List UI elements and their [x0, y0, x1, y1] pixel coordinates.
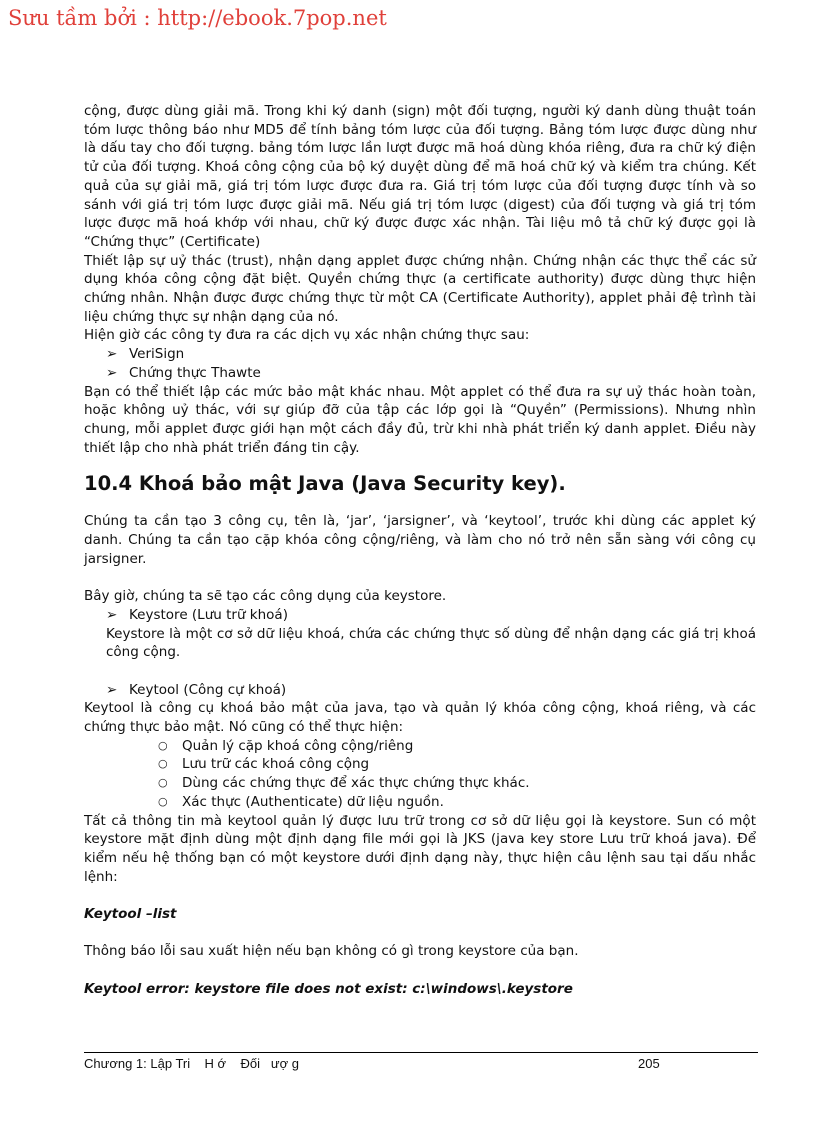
paragraph-keystore-desc: Keystore là một cơ sở dữ liệu khoá, chứa các chứng thực số dùng để nhận dạng các giá trị khoá công cộng.: [106, 625, 756, 661]
list-item: ➢ VeriSign: [106, 346, 185, 363]
list-item: ➢ Keytool (Công cự khoá): [106, 681, 287, 698]
command-example: Keytool –list: [84, 906, 177, 923]
circle-bullet-icon: ○: [158, 776, 168, 790]
document-body: [84, 102, 756, 999]
arrow-bullet-icon: ➢: [106, 346, 118, 363]
section-heading: 10.4 Khoá bảo mật Java (Java Security key).: [84, 472, 566, 496]
footer-divider: [84, 1052, 758, 1053]
arrow-bullet-icon: ➢: [106, 681, 118, 698]
paragraph-tools: Chúng ta cần tạo 3 công cụ, tên là, ‘jar’, ‘jarsigner’, và ‘keytool’, trước khi dùng các applet ký danh. Chúng ta cần tạo cặp khóa công cộng/riêng, và làm cho nó trở nên sẵn sàng với công cụ jarsigner.: [84, 513, 756, 567]
circle-bullet-icon: ○: [158, 757, 168, 771]
paragraph-keytool-desc: Keytool là công cụ khoá bảo mật của java, tạo và quản lý khóa công cộng, khoá riêng, và các chứng thực bảo mật. Nó cũng có thể thực hiện:: [84, 700, 756, 736]
list-item: ○ Quản lý cặp khoá công cộng/riêng: [158, 737, 414, 754]
list-item: ➢ Keystore (Lưu trữ khoá): [106, 606, 288, 623]
paragraph-permissions: Bạn có thể thiết lập các mức bảo mật khác nhau. Một applet có thể đưa ra sự uỷ thác hoàn toàn, hoặc không uỷ thác, với sự giúp đỡ của tập các lớp gọi là “Quyền” (Permissions). Nhưng nhìn chung, mỗi applet được giới hạn một cách đầy đủ, trừ khi nhà phát triển ký danh applet. Điều này thiết lập cho nhà phát triển đáng tin cậy.: [84, 383, 756, 456]
paragraph-signing: cộng, được dùng giải mã. Trong khi ký danh (sign) một đối tượng, người ký danh dùng thuật toán tóm lược thông báo như MD5 để tính bảng tóm lược của đối tượng. Bảng tóm lược được dùng như là dấu tay cho đối tượng. bảng tóm lược lần lượt được mã hoá dùng khóa riêng, đưa ra chữ ký điện tử của đối tượng. Khoá công cộng của bộ ký duyệt dùng để mã hoá chữ ký và kiểm tra chúng. Kết quả của sự giải mã, giá trị tóm lược được đưa ra. Giá trị tóm lược của đối tượng được tính và so sánh với giá trị tóm lược được giải mã. Nếu giá trị tóm lược (digest) của đối tượng và giá trị tóm lược được mã hoá khớp với nhau, chữ ký được được xác nhận. Tài liệu mô tả chữ ký được gọi là “Chứng thực” (Certificate): [84, 103, 756, 250]
arrow-bullet-icon: ➢: [106, 364, 118, 381]
arrow-bullet-icon: ➢: [106, 606, 118, 623]
page-number: 205: [638, 1056, 660, 1071]
paragraph-keystore-intro: Bây giờ, chúng ta sẽ tạo các công dụng của keystore.: [84, 588, 447, 605]
list-item: ○ Lưu trữ các khoá công cộng: [158, 756, 370, 773]
circle-bullet-icon: ○: [158, 794, 168, 808]
paragraph-services-intro: Hiện giờ các công ty đưa ra các dịch vụ xác nhận chứng thực sau:: [84, 327, 530, 344]
paragraph-jks: Tất cả thông tin mà keytool quản lý được lưu trữ trong cơ sở dữ liệu gọi là keystore. Sun có một keystore mặt định dùng một định dạng file mới gọi là JKS (java key store Lưu trữ khoá java). Để kiểm nếu hệ thống bạn có một keystore dưới định dạng này, thực hiện câu lệnh sau tại dấu nhắc lệnh:: [84, 812, 756, 885]
paragraph-trust: Thiết lập sự uỷ thác (trust), nhận dạng applet được chứng nhận. Chứng nhận các thực thể các sử dụng khóa công cộng đặt biệt. Quyền chứng thực (a certificate authority) được dùng thực hiện chứng nhân. Nhận được được chứng thực từ một CA (Certificate Authority), applet phải đệ trình tài liệu chứng thực sự nhận dạng của nó.: [84, 252, 756, 325]
circle-bullet-icon: ○: [158, 738, 168, 752]
error-message: Keytool error: keystore file does not exist: c:\windows\.keystore: [84, 980, 573, 997]
footer-chapter: Chương 1: Lập Tri H ớ Đối ượ g: [84, 1056, 299, 1071]
list-item: ➢ Chứng thực Thawte: [106, 364, 261, 381]
watermark: Sưu tầm bởi : http://ebook.7pop.net: [8, 6, 387, 30]
list-item: ○ Dùng các chứng thực để xác thực chứng thực khác.: [158, 775, 530, 792]
list-item: ○ Xác thực (Authenticate) dữ liệu nguồn.: [158, 793, 444, 810]
paragraph-error-intro: Thông báo lỗi sau xuất hiện nếu bạn không có gì trong keystore của bạn.: [84, 943, 579, 960]
